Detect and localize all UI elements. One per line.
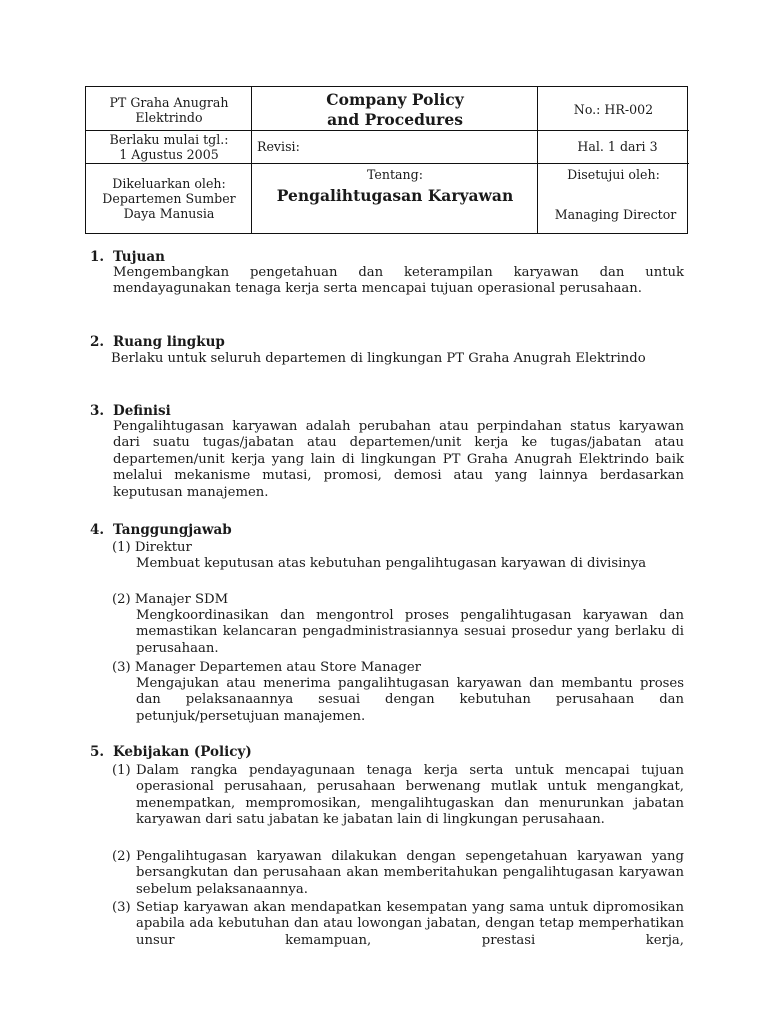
effective-date: 1 Agustus 2005 bbox=[119, 147, 219, 162]
doc-number-cell bbox=[538, 102, 689, 117]
subject-cell bbox=[252, 167, 538, 205]
section-heading: Ruang lingkup bbox=[113, 334, 225, 350]
page-number: Hal. 1 dari 3 bbox=[577, 139, 658, 154]
revision-cell bbox=[257, 139, 543, 154]
subject-title: Pengalihtugasan Karyawan bbox=[276, 186, 514, 205]
responsibility-item-text: Mengkoordinasikan dan mengontrol proses pengalihtugasan karyawan dan memastikan kelancaran pengadministrasiannya sesuai prosedur yang berlaku di perusahaan. bbox=[136, 608, 684, 656]
policy-item-number: (2) bbox=[112, 849, 131, 864]
policy-item-number: (3) bbox=[112, 900, 131, 915]
header-table bbox=[85, 86, 688, 234]
section-text: Mengembangkan pengetahuan dan keterampilan karyawan dan untuk mendayagunakan tenaga kerja serta mencapai tujuan operasional perusahaan. bbox=[113, 265, 684, 297]
section-ruang-lingkup bbox=[90, 334, 686, 386]
section-text: Pengalihtugasan karyawan adalah perubahan atau perpindahan status karyawan dari suatu tugas/jabatan atau departemen/unit kerja ke tugas/jabatan atau departemen/unit kerja yang lain di lingkungan PT Graha Anugrah Elektrindo baik melalui mekanisme mutasi, promosi, demosi atau yang lainnya berdasarkan keputusan manajemen. bbox=[113, 419, 684, 500]
approved-by-cell bbox=[538, 167, 689, 222]
issued-by-cell bbox=[86, 176, 252, 221]
company-name: PT Graha Anugrah Elektrindo bbox=[109, 95, 229, 125]
section-number: 4. bbox=[90, 522, 105, 538]
effective-date-cell bbox=[86, 132, 252, 162]
section-number: 1. bbox=[90, 249, 105, 265]
section-tanggungjawab bbox=[90, 522, 686, 732]
approved-by-label: Disetujui oleh: bbox=[567, 167, 660, 182]
company-name-cell bbox=[86, 95, 252, 125]
responsibility-item-label: (1) Direktur bbox=[112, 540, 192, 555]
section-text: Berlaku untuk seluruh departemen di lingkungan PT Graha Anugrah Elektrindo bbox=[111, 351, 646, 366]
subject-label: Tentang: bbox=[367, 167, 423, 182]
responsibility-item-label: (2) Manajer SDM bbox=[112, 592, 229, 607]
responsibility-item-text: Mengajukan atau menerima pangalihtugasan karyawan dan membantu proses dan pelaksanaannya sesuai dengan kebutuhan perusahaan dan petunjuk/persetujuan manajemen. bbox=[136, 676, 684, 724]
section-heading: Tujuan bbox=[113, 249, 165, 265]
approved-by: Managing Director bbox=[554, 207, 677, 222]
section-number: 5. bbox=[90, 744, 105, 760]
revision-label: Revisi: bbox=[257, 139, 300, 154]
section-number: 2. bbox=[90, 334, 105, 350]
title-cell bbox=[252, 90, 538, 130]
document-title: Company Policy and Procedures bbox=[326, 90, 464, 129]
policy-item-number: (1) bbox=[112, 763, 131, 778]
section-tujuan bbox=[90, 249, 686, 319]
section-heading: Kebijakan (Policy) bbox=[113, 744, 252, 760]
issued-by: Departemen Sumber Daya Manusia bbox=[102, 191, 236, 221]
responsibility-item-text: Membuat keputusan atas kebutuhan pengalihtugasan karyawan di divisinya bbox=[136, 556, 647, 571]
section-heading: Definisi bbox=[113, 403, 171, 419]
section-kebijakan bbox=[90, 744, 686, 964]
section-definisi bbox=[90, 403, 686, 508]
section-number: 3. bbox=[90, 403, 105, 419]
effective-date-label: Berlaku mulai tgl.: bbox=[109, 132, 229, 147]
policy-item-text: Dalam rangka pendayagunaan tenaga kerja serta untuk mencapai tujuan operasional perusahaan, perusahaan berwenang mutlak untuk mengangkat, menempatkan, mempromosikan, mengalihtugaskan dan menurunkan jabatan karyawan dari satu jabatan ke jabatan lain di lingkungan perusahaan. bbox=[136, 763, 684, 828]
section-heading: Tanggungjawab bbox=[113, 522, 232, 538]
policy-item-text: Setiap karyawan akan mendapatkan kesempatan yang sama untuk dipromosikan apabila ada kebutuhan dan atau lowongan jabatan, dengan tetap memperhatikan unsur kemampuan, prestasi kerja, bbox=[136, 900, 684, 948]
page-number-cell bbox=[538, 139, 689, 154]
document-number: No.: HR-002 bbox=[573, 102, 654, 117]
responsibility-item-label: (3) Manager Departemen atau Store Manager bbox=[112, 660, 421, 675]
policy-item-text: Pengalihtugasan karyawan dilakukan dengan sepengetahuan karyawan yang bersangkutan dan perusahaan akan memberitahukan pengalihtugasan karyawan sebelum pelaksanaannya. bbox=[136, 849, 684, 897]
issued-by-label: Dikeluarkan oleh: bbox=[112, 176, 226, 191]
